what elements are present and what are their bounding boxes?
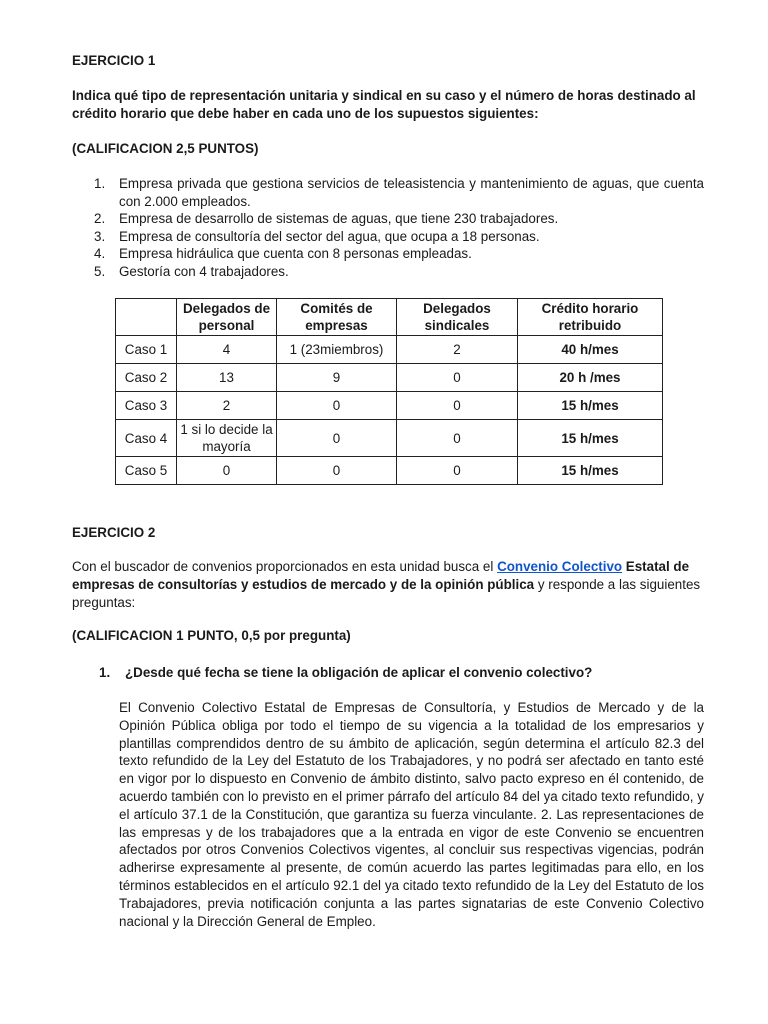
exercise-2-intro: Con el buscador de convenios proporcionados en esta unidad busca el Convenio Colectivo Estatal de empresas de consultorías y estudios de mercado y de la opinión pública y responde a las siguientes preguntas:	[72, 559, 701, 610]
table-cell: 0	[397, 392, 518, 420]
convenio-colectivo-link[interactable]: Convenio Colectivo	[497, 559, 623, 574]
table-header: Comités de empresas	[277, 299, 397, 336]
table-cell: Caso 5	[116, 457, 177, 485]
answer-1: El Convenio Colectivo Estatal de Empresas de Consultoría, y Estudios de Mercado y de la Opinión Pública obliga por todo el tiempo de su vigencia a la totalidad de los empresarios y plantillas comprendidos dentro de su ámbito de aplicación, según determina el artículo 82.3 del texto refundido de la Ley del Estatuto de los Trabajadores, y no podrá ser afectado en tanto esté en vigor por lo dispuesto en Convenio de ámbito distinto, salvo pacto expreso en él contenido, de acuerdo también con lo previsto en el primer párrafo del artículo 84 del ya citado texto refundido, y el artículo 37.1 de la Constitución, que garantiza su fuerza vinculante. 2. Las representaciones de las empresas y de los trabajadores que a la entrada en vigor de este Convenio se encuentren afectados por otros Convenios Colectivos vigentes, al concluir sus respectivas vigencias, podrán adherirse expresamente al presente, de común acuerdo las partes legitimadas para ello, en los términos establecidos en el artículo 92.1 del ya citado texto refundido de la Ley del Estatuto de los Trabajadores, previa notificación conjunta a las partes signatarias de este Convenio Colectivo nacional y la Dirección General de Empleo.	[119, 700, 704, 929]
table-header-row	[116, 299, 663, 336]
table-cell: 0	[177, 457, 277, 485]
table-row	[116, 457, 663, 485]
exercise-1-intro: Indica qué tipo de representación unitaria y sindical en su caso y el número de horas destinado al crédito horario que debe haber en cada uno de los supuestos siguientes:	[72, 88, 696, 121]
exercise-1-case-list	[72, 175, 704, 281]
table-cell: Caso 1	[116, 336, 177, 364]
table-cell: 2	[177, 392, 277, 420]
exercise-2-grade: (CALIFICACION 1 PUNTO, 0,5 por pregunta)	[72, 628, 351, 643]
table-row	[116, 336, 663, 364]
table-cell: 4	[177, 336, 277, 364]
table-cell: 1 (23miembros)	[277, 336, 397, 364]
representation-table	[115, 298, 663, 485]
table-cell: 0	[277, 420, 397, 457]
exercise-1-grade: (CALIFICACION 2,5 PUNTOS)	[72, 141, 259, 156]
question-1: 1. ¿Desde qué fecha se tiene la obligación de aplicar el convenio colectivo?	[99, 665, 593, 680]
list-item: 1. Empresa privada que gestiona servicios de teleasistencia y mantenimiento de aguas, que cuenta con 2.000 empleados.	[94, 176, 704, 209]
table-row	[116, 364, 663, 392]
table-cell: 0	[277, 457, 397, 485]
exercise-1-title: EJERCICIO 1	[72, 53, 156, 68]
table-cell: 40 h/mes	[518, 336, 663, 364]
table-header: Crédito horario retribuido	[518, 299, 663, 336]
table-cell: Caso 3	[116, 392, 177, 420]
list-item: 3. Empresa de consultoría del sector del agua, que ocupa a 18 personas.	[94, 228, 540, 244]
exercise-2-title: EJERCICIO 2	[72, 525, 156, 540]
table-cell: 20 h /mes	[518, 364, 663, 392]
list-item: 5. Gestoría con 4 trabajadores.	[94, 263, 289, 279]
table-cell: 1 si lo decide la mayoría	[177, 420, 277, 457]
table-cell: Caso 2	[116, 364, 177, 392]
list-item: 2. Empresa de desarrollo de sistemas de aguas, que tiene 230 trabajadores.	[94, 211, 559, 227]
table-cell: 15 h/mes	[518, 457, 663, 485]
table-header: Delegados sindicales	[397, 299, 518, 336]
table-row	[116, 420, 663, 457]
list-item: 4. Empresa hidráulica que cuenta con 8 personas empleadas.	[94, 246, 472, 262]
table-cell: 0	[397, 420, 518, 457]
table-cell: 13	[177, 364, 277, 392]
table-header	[116, 299, 177, 336]
table-cell: 15 h/mes	[518, 392, 663, 420]
table-cell: 0	[277, 392, 397, 420]
table-cell: Caso 4	[116, 420, 177, 457]
table-cell: 9	[277, 364, 397, 392]
table-cell: 0	[397, 457, 518, 485]
table-cell: 0	[397, 364, 518, 392]
table-cell: 15 h/mes	[518, 420, 663, 457]
table-row	[116, 392, 663, 420]
table-cell: 2	[397, 336, 518, 364]
table-header: Delegados de personal	[177, 299, 277, 336]
